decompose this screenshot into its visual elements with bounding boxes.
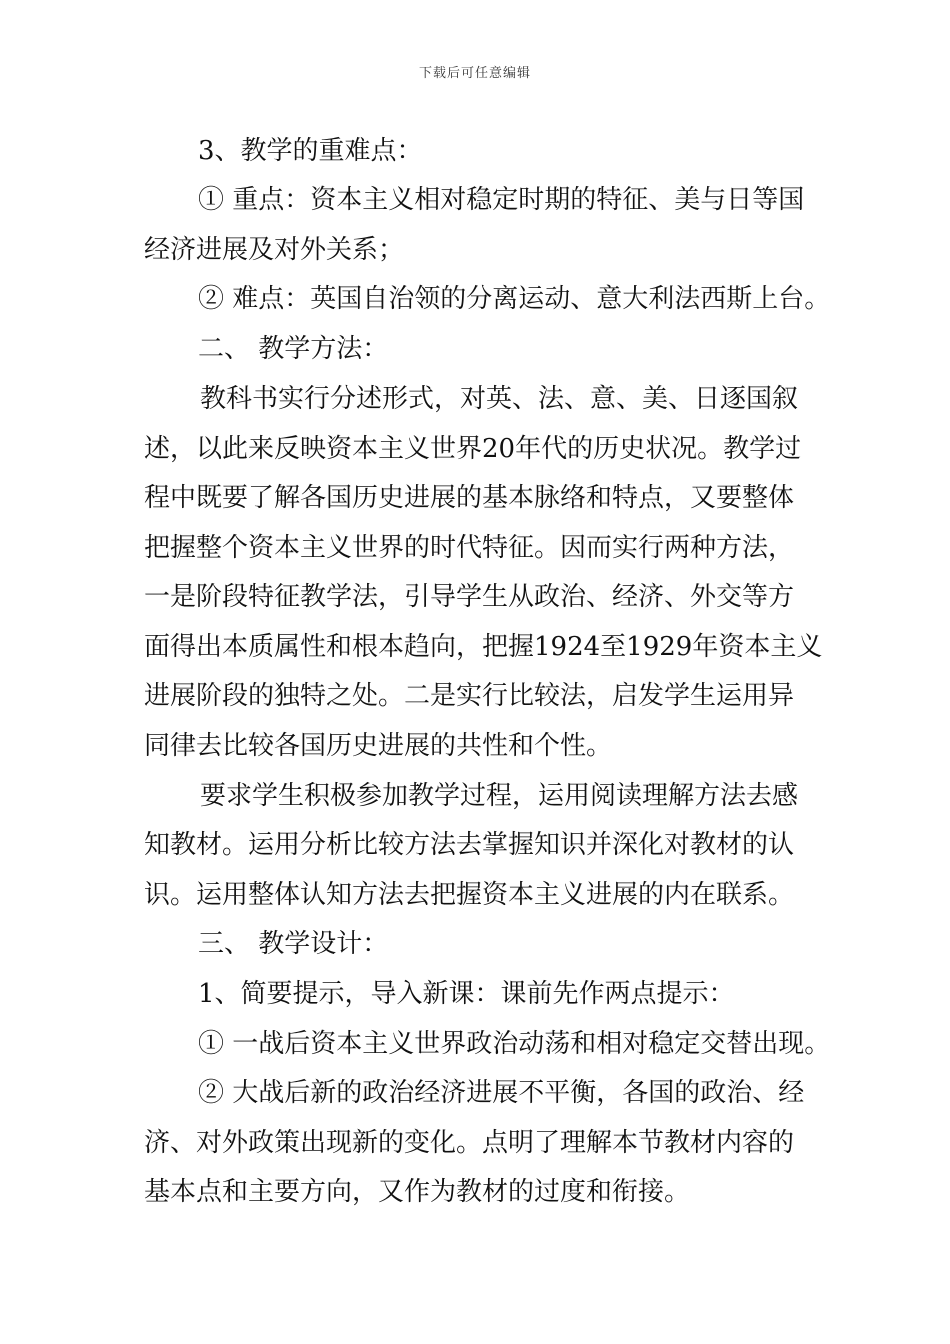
section-heading: 三、 教学设计：	[198, 929, 389, 959]
text-line: ② 大战后新的政治经济进展不平衡，各国的政治、经	[198, 1078, 805, 1108]
text-line: 基本点和主要方向，又作为教材的过度和衔接。	[144, 1177, 691, 1207]
text-line: ① 一战后资本主义世界政治动荡和相对稳定交替出现。	[198, 1029, 831, 1059]
text-line: ① 重点：资本主义相对稳定时期的特征、美与日等国	[198, 185, 805, 215]
text-line: 把握整个资本主义世界的时代特征。因而实行两种方法，	[144, 533, 795, 563]
section-heading: 二、 教学方法：	[198, 334, 389, 364]
text-line: 述，以此来反映资本主义世界20年代的历史状况。教学过	[144, 434, 802, 464]
text-line: 程中既要了解各国历史进展的基本脉络和特点，又要整体	[144, 483, 795, 513]
text-line: 识。运用整体认知方法去把握资本主义进展的内在联系。	[144, 880, 795, 910]
text-line: 经济进展及对外关系；	[144, 235, 405, 265]
text-line: 1、简要提示，导入新课：课前先作两点提示：	[198, 979, 735, 1009]
page-header-note: 下载后可任意编辑	[418, 66, 531, 81]
text-line: 3、教学的重难点：	[198, 136, 423, 166]
text-line: 知教材。运用分析比较方法去掌握知识并深化对教材的认	[144, 830, 795, 860]
text-line: 一是阶段特征教学法，引导学生从政治、经济、外交等方	[144, 582, 795, 612]
text-line: ② 难点：英国自治领的分离运动、意大利法西斯上台。	[198, 284, 831, 314]
text-line: 教科书实行分述形式，对英、法、意、美、日逐国叙	[200, 384, 799, 414]
text-line: 面得出本质属性和根本趋向，把握1924至1929年资本主义	[144, 632, 823, 662]
text-line: 要求学生积极参加教学过程，运用阅读理解方法去感	[200, 781, 799, 811]
text-line: 同律去比较各国历史进展的共性和个性。	[144, 731, 613, 761]
text-line: 进展阶段的独特之处。二是实行比较法，启发学生运用异	[144, 681, 795, 711]
text-line: 济、对外政策出现新的变化。点明了理解本节教材内容的	[144, 1128, 795, 1158]
